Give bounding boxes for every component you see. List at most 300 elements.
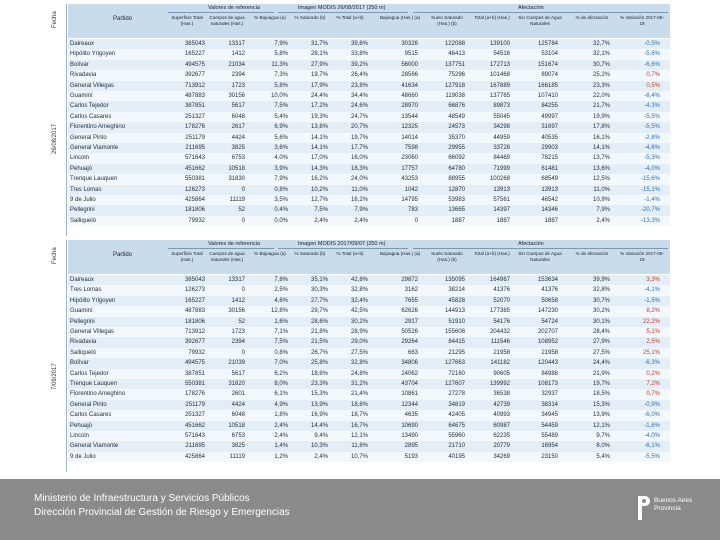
value-cell: 39,2% xyxy=(350,61,368,68)
table-row xyxy=(68,358,670,368)
value-cell: 172713 xyxy=(489,61,510,68)
value-cell: 2,4% xyxy=(314,453,328,460)
value-cell: 144913 xyxy=(444,308,465,315)
value-cell: 79932 xyxy=(188,217,205,224)
column-header: Cuerpos de agua naturales (Has.) xyxy=(209,251,245,262)
value-cell: 2394 xyxy=(231,339,245,346)
value-cell: 12,5% xyxy=(592,176,610,183)
value-cell: 42739 xyxy=(493,401,510,408)
value-cell: 18,3% xyxy=(350,165,368,172)
value-cell: 27,9% xyxy=(592,339,610,346)
value-cell: 23,8% xyxy=(350,82,368,89)
date-label: 7/09/2017 xyxy=(52,363,58,390)
value-cell: 52 xyxy=(238,207,245,214)
value-cell: 19,7% xyxy=(592,381,610,387)
value-cell: -15,6% xyxy=(640,176,660,183)
value-cell: 487883 xyxy=(184,93,205,99)
partido-cell: Florentino Ameghino xyxy=(70,391,126,398)
column-header: Total (a+b) (Has.) xyxy=(474,15,510,20)
table-row xyxy=(68,122,670,132)
value-cell: 1887 xyxy=(544,217,558,224)
value-cell: 387851 xyxy=(184,103,205,110)
table-row xyxy=(68,306,670,316)
value-cell: 23060 xyxy=(401,155,418,162)
partido-cell: General Pinto xyxy=(70,134,107,141)
column-header: % Total (a+b) xyxy=(336,251,364,256)
value-cell: 3,3% xyxy=(646,277,660,283)
value-cell: 21034 xyxy=(228,61,245,68)
partido-cell: 9 de Julio xyxy=(70,197,96,203)
value-cell: 13,7% xyxy=(592,155,610,162)
value-cell: 33728 xyxy=(493,145,510,151)
value-cell: 7,9% xyxy=(274,176,288,183)
table-row xyxy=(68,153,670,163)
value-cell: 30326 xyxy=(401,41,418,47)
value-cell: 0 xyxy=(414,217,418,224)
value-cell: 25,2% xyxy=(592,72,610,79)
column-header: % Bajoagua (a) xyxy=(254,251,286,256)
value-cell: 14346 xyxy=(541,207,558,214)
value-cell: 211695 xyxy=(185,443,205,450)
table-row xyxy=(68,185,670,195)
column-header: Bajoagua (Has.) (a) xyxy=(379,15,421,20)
value-cell: 43704 xyxy=(401,381,418,387)
value-cell: 41376 xyxy=(493,287,510,294)
value-cell: 10,7% xyxy=(350,453,368,460)
value-cell: 3,6% xyxy=(274,145,288,151)
value-cell: 251179 xyxy=(185,401,205,408)
value-cell: 32,8% xyxy=(592,287,610,294)
value-cell: 24,0% xyxy=(350,176,368,183)
value-cell: -5,5% xyxy=(644,113,660,120)
value-cell: 571643 xyxy=(184,155,205,162)
value-cell: 50658 xyxy=(541,297,558,304)
value-cell: 4,6% xyxy=(274,297,288,304)
value-cell: 2,4% xyxy=(274,433,288,439)
value-cell: 19,9% xyxy=(592,113,610,120)
value-cell: 12,8% xyxy=(270,308,288,315)
value-cell: -0,5% xyxy=(644,41,660,47)
table-row xyxy=(68,379,670,389)
value-cell: 13317 xyxy=(228,41,245,47)
value-cell: 12,1% xyxy=(350,433,368,439)
value-cell: 14,1% xyxy=(592,145,610,151)
value-cell: 16954 xyxy=(541,443,558,450)
column-header: Total (a+b) (Has.) xyxy=(474,251,510,256)
partido-cell: Rivadavia xyxy=(70,339,97,346)
value-cell: 21710 xyxy=(448,443,465,450)
value-cell: 20,7% xyxy=(350,124,368,131)
value-cell: 30156 xyxy=(228,93,245,99)
value-cell: 13317 xyxy=(228,277,245,283)
value-cell: 166185 xyxy=(537,82,558,89)
value-cell: 41376 xyxy=(541,287,558,294)
partido-cell: General Villegas xyxy=(70,329,114,335)
partido-cell: Pellegrini xyxy=(70,318,95,325)
value-cell: 89074 xyxy=(541,72,558,79)
value-cell: 251327 xyxy=(184,412,205,419)
group-modis: Imagen MODIS 2017/09/07 (250 m) xyxy=(298,241,386,247)
partido-cell: Trenque Lauquen xyxy=(70,176,118,183)
value-cell: 64675 xyxy=(448,422,465,429)
value-cell: -1,5% xyxy=(644,297,660,304)
value-cell: 10518 xyxy=(228,422,245,429)
value-cell: 126273 xyxy=(184,186,205,193)
value-cell: 0,4% xyxy=(274,207,288,214)
value-cell: 23,3% xyxy=(592,82,610,89)
value-cell: 40993 xyxy=(493,412,510,419)
value-cell: 6048 xyxy=(231,113,245,120)
value-cell: 39,6% xyxy=(350,41,368,47)
value-cell: 126273 xyxy=(184,287,205,294)
partido-cell: Salliqueló xyxy=(70,349,97,356)
value-cell: 0,8% xyxy=(274,186,288,193)
value-cell: 6,9% xyxy=(274,124,288,131)
value-cell: 25,1% xyxy=(642,349,660,356)
value-cell: 14014 xyxy=(401,134,418,141)
value-cell: 16,9% xyxy=(310,412,328,419)
value-cell: 167889 xyxy=(489,82,510,89)
value-cell: 21,5% xyxy=(310,339,328,346)
value-cell: 32,7% xyxy=(592,41,610,47)
value-cell: 11,6% xyxy=(351,443,368,450)
partido-cell: Tres Lomas xyxy=(70,287,102,294)
value-cell: 11,0% xyxy=(593,186,610,193)
table-row xyxy=(68,369,670,379)
value-cell: 21958 xyxy=(541,349,558,356)
value-cell: 12,7% xyxy=(310,197,328,203)
value-cell: 16,2% xyxy=(310,176,328,183)
partido-cell: Bolívar xyxy=(70,360,89,367)
value-cell: 45828 xyxy=(448,297,465,304)
table-row xyxy=(68,49,670,59)
value-cell: 3162 xyxy=(404,287,418,294)
brand-text xyxy=(654,497,692,513)
value-cell: 40535 xyxy=(541,134,558,141)
value-cell: 7598 xyxy=(404,145,418,151)
value-cell: 31,2% xyxy=(350,381,368,387)
value-cell: 30,1% xyxy=(592,318,610,325)
value-cell: 30,7% xyxy=(592,297,610,304)
value-cell: 19,7% xyxy=(350,134,368,141)
value-cell: 38214 xyxy=(448,287,465,294)
partido-cell: General Pinto xyxy=(70,401,107,408)
partido-cell: Lincoln xyxy=(70,155,90,162)
table-row xyxy=(68,452,670,462)
table-row xyxy=(68,81,670,91)
value-cell: 385043 xyxy=(184,277,205,283)
value-cell: 2895 xyxy=(404,443,418,450)
value-cell: 16,2% xyxy=(350,197,368,203)
value-cell: 18,8% xyxy=(350,401,368,408)
value-cell: 5,6% xyxy=(274,134,288,141)
value-cell: 33,8% xyxy=(350,51,368,58)
value-cell: 392677 xyxy=(184,339,205,346)
value-cell: 13490 xyxy=(401,433,418,439)
value-cell: 55045 xyxy=(493,113,510,120)
partido-cell: Tres Lomas xyxy=(70,186,102,193)
value-cell: 16,0% xyxy=(350,155,368,162)
value-cell: 30,3% xyxy=(310,287,328,294)
column-header: % de afectación xyxy=(575,15,609,20)
value-cell: 48660 xyxy=(401,93,418,99)
value-cell: 153634 xyxy=(537,277,558,283)
value-cell: 75296 xyxy=(448,72,465,79)
value-cell: 111546 xyxy=(490,339,510,346)
value-cell: 0,0% xyxy=(274,217,288,224)
table-row xyxy=(68,389,670,399)
value-cell: 494575 xyxy=(184,360,205,367)
value-cell: 20779 xyxy=(493,443,510,450)
table-row xyxy=(68,39,670,49)
value-cell: 10861 xyxy=(401,391,418,398)
value-cell: 0 xyxy=(241,186,245,193)
value-cell: 90605 xyxy=(493,370,510,377)
value-cell: 24,6% xyxy=(350,103,368,110)
value-cell: 5,8% xyxy=(274,51,288,58)
value-cell: 14397 xyxy=(493,207,510,214)
value-cell: 14,1% xyxy=(310,134,328,141)
value-cell: 24573 xyxy=(448,124,465,131)
value-cell: 21,7% xyxy=(592,103,610,110)
value-cell: 29955 xyxy=(448,145,465,151)
value-cell: 487883 xyxy=(184,308,205,315)
value-cell: 25,8% xyxy=(310,360,328,367)
value-cell: 28,4% xyxy=(592,329,610,335)
value-cell: 29,7% xyxy=(310,308,328,315)
group-modis: Imagen MODIS 26/08/2017 (250 m) xyxy=(298,5,386,11)
value-cell: 2917 xyxy=(404,318,418,325)
value-cell: 15,3% xyxy=(592,401,610,408)
partido-cell: Carlos Tejedor xyxy=(70,103,109,110)
value-cell: -0,9% xyxy=(644,401,660,408)
value-cell: 53983 xyxy=(448,197,465,203)
value-cell: 181806 xyxy=(184,318,205,325)
value-cell: -4,0% xyxy=(644,165,660,172)
value-cell: 28566 xyxy=(401,72,418,79)
value-cell: 17757 xyxy=(401,165,418,172)
value-cell: 663 xyxy=(407,349,418,356)
value-cell: -5,5% xyxy=(644,124,660,131)
value-cell: 21,4% xyxy=(350,391,368,398)
column-header: % de afectación xyxy=(575,251,609,256)
value-cell: 127918 xyxy=(444,82,465,89)
column-header: Superficie Total (Has.) xyxy=(171,251,203,262)
partido-cell: Pehuajó xyxy=(70,165,93,172)
value-cell: 178276 xyxy=(184,391,205,398)
value-cell: 11,0% xyxy=(351,186,368,193)
value-cell: 32937 xyxy=(541,391,558,398)
value-cell: 151674 xyxy=(537,61,558,68)
value-cell: 42405 xyxy=(448,412,465,419)
value-cell: 8,0% xyxy=(274,381,288,387)
value-cell: 12870 xyxy=(448,186,465,193)
value-cell: 3,5% xyxy=(274,197,288,203)
value-cell: 119038 xyxy=(445,93,465,99)
partido-cell: Bolívar xyxy=(70,61,89,68)
value-cell: 1723 xyxy=(231,82,245,89)
value-cell: 5617 xyxy=(231,103,245,110)
value-cell: -4,1% xyxy=(644,287,660,294)
value-cell: 21,9% xyxy=(592,370,610,377)
value-cell: 2,5% xyxy=(274,287,288,294)
value-cell: 56000 xyxy=(401,61,418,68)
partido-cell: 9 de Julio xyxy=(70,453,96,460)
partido-cell: General Viamonte xyxy=(70,145,119,151)
value-cell: 0,5% xyxy=(646,82,660,89)
value-cell: 4635 xyxy=(404,412,418,419)
value-cell: 31697 xyxy=(541,124,558,131)
value-cell: 32,8% xyxy=(350,287,368,294)
value-cell: -4,0% xyxy=(644,433,660,439)
value-cell: 0,2% xyxy=(646,370,660,377)
value-cell: 11,3% xyxy=(271,61,288,68)
value-cell: 46542 xyxy=(541,197,558,203)
value-cell: 41634 xyxy=(401,82,418,89)
value-cell: 13,6% xyxy=(592,165,610,172)
table-row xyxy=(68,174,670,184)
value-cell: 125784 xyxy=(537,41,558,47)
value-cell: 54459 xyxy=(541,422,558,429)
table-row xyxy=(68,101,670,111)
group-ref: Valores de referencia xyxy=(208,241,260,247)
value-cell: 29872 xyxy=(401,277,418,283)
value-cell: 7,2% xyxy=(646,381,660,387)
value-cell: 23,3% xyxy=(310,381,328,387)
value-cell: 2601 xyxy=(231,391,245,398)
value-cell: 49997 xyxy=(541,113,558,120)
value-cell: 44959 xyxy=(493,134,510,141)
value-cell: 0,7% xyxy=(646,72,660,79)
value-cell: 10518 xyxy=(228,165,245,172)
table-row xyxy=(68,410,670,420)
provincia-logo-icon xyxy=(637,496,650,520)
table-row xyxy=(68,216,670,226)
value-cell: 101468 xyxy=(489,72,510,79)
value-cell: -4,3% xyxy=(644,103,660,110)
table-row xyxy=(68,143,670,153)
value-cell: 451662 xyxy=(184,165,205,172)
value-cell: -15,1% xyxy=(640,186,660,193)
value-cell: 155608 xyxy=(444,329,465,335)
value-cell: 9,7% xyxy=(596,433,610,439)
value-cell: 122088 xyxy=(444,41,465,47)
footer-direction: Dirección Provincial de Gestión de Riesgo y Emergencias xyxy=(34,507,290,518)
value-cell: 108952 xyxy=(537,339,558,346)
value-cell: -20,7% xyxy=(640,207,660,214)
value-cell: 26,7% xyxy=(310,349,328,356)
value-cell: 21039 xyxy=(228,360,245,367)
table-row xyxy=(68,195,670,205)
value-cell: 1,4% xyxy=(274,443,288,450)
partido-header: Partido xyxy=(113,16,133,22)
footer xyxy=(0,479,720,540)
column-header: % Saturado (b) xyxy=(294,251,326,256)
partido-cell: Guaminí xyxy=(70,93,93,99)
value-cell: 17,9% xyxy=(310,82,328,89)
value-cell: 7,9% xyxy=(274,41,288,47)
value-cell: 7,9% xyxy=(354,207,368,214)
value-cell: 54516 xyxy=(493,51,510,58)
value-cell: 28,9% xyxy=(350,329,368,335)
partido-cell: Lincoln xyxy=(70,433,90,439)
value-cell: 181806 xyxy=(184,207,205,214)
value-cell: 35370 xyxy=(448,134,465,141)
table-row xyxy=(68,431,670,441)
value-cell: 31820 xyxy=(228,381,245,387)
value-cell: 50526 xyxy=(401,329,418,335)
partido-cell: Daireaux xyxy=(70,277,95,283)
table-row xyxy=(68,348,670,358)
partido-cell: General Villegas xyxy=(70,82,114,89)
value-cell: 53104 xyxy=(541,51,558,58)
value-cell: 165227 xyxy=(184,297,205,304)
value-cell: 24,7% xyxy=(350,113,368,120)
value-cell: 27,5% xyxy=(350,349,368,356)
value-cell: 16,1% xyxy=(592,134,610,141)
value-cell: 14,3% xyxy=(310,165,328,172)
value-cell: 34819 xyxy=(448,401,465,408)
value-cell: 34806 xyxy=(401,360,418,367)
value-cell: 137751 xyxy=(444,61,465,68)
value-cell: 6753 xyxy=(231,155,245,162)
value-cell: 127663 xyxy=(444,360,465,367)
brand-line2: Provincia xyxy=(654,505,681,512)
value-cell: 24,8% xyxy=(350,370,368,377)
value-cell: 36538 xyxy=(493,391,510,398)
column-header: Sin Cuerpos de Agua Naturales xyxy=(518,251,562,262)
value-cell: 15,3% xyxy=(310,391,328,398)
value-cell: 32,4% xyxy=(350,297,368,304)
table-2017-09-07 xyxy=(50,240,670,472)
value-cell: -13,3% xyxy=(640,217,660,224)
value-cell: 14,1% xyxy=(310,145,328,151)
value-cell: 43253 xyxy=(401,176,418,183)
value-cell: 9515 xyxy=(404,51,418,58)
value-cell: 88955 xyxy=(448,176,465,183)
value-cell: 3825 xyxy=(231,443,245,450)
value-cell: 13,9% xyxy=(592,412,610,419)
value-cell: 68549 xyxy=(541,176,558,183)
value-cell: 10690 xyxy=(401,422,418,429)
value-cell: 2,4% xyxy=(274,422,288,429)
value-cell: 17,2% xyxy=(310,103,328,110)
value-cell: 425864 xyxy=(184,453,205,460)
fecha-label: Fecha xyxy=(52,11,58,28)
table-row xyxy=(68,275,670,285)
value-cell: 31,7% xyxy=(310,41,328,47)
value-cell: 5193 xyxy=(404,453,418,460)
value-cell: 1042 xyxy=(404,186,418,193)
partido-cell: Pehuajó xyxy=(70,422,93,429)
value-cell: 1723 xyxy=(231,329,245,335)
value-cell: 26,4% xyxy=(350,72,368,79)
table-row xyxy=(68,70,670,80)
value-cell: 16,7% xyxy=(350,422,368,429)
partido-cell: Guaminí xyxy=(70,308,93,315)
value-cell: 13665 xyxy=(448,207,465,214)
table-header xyxy=(68,240,670,274)
value-cell: 46413 xyxy=(448,51,465,58)
value-cell: 8,0% xyxy=(596,443,610,450)
partido-cell: Carlos Casares xyxy=(70,412,112,419)
value-cell: 24,4% xyxy=(310,93,328,99)
value-cell: 3825 xyxy=(231,145,245,151)
value-cell: 251179 xyxy=(185,134,205,141)
value-cell: -6,6% xyxy=(644,61,660,68)
value-cell: 27,9% xyxy=(310,61,328,68)
value-cell: 48549 xyxy=(448,113,465,120)
